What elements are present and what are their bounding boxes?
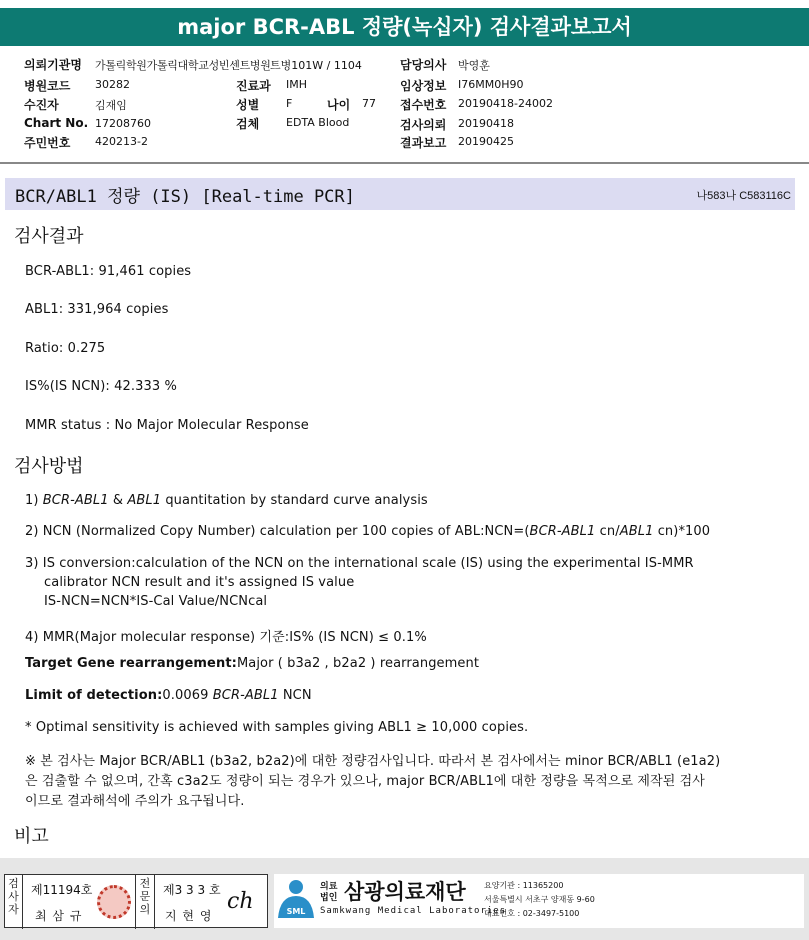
- target-gene-label: Target Gene rearrangement:: [25, 656, 237, 671]
- sensitivity-note: * Optimal sensitivity is achieved with samples giving ABL1 ≥ 10,000 copies.: [25, 720, 529, 735]
- method-2: [25, 524, 710, 539]
- lod-unit: NCN: [282, 688, 312, 703]
- doctor-value: 박영훈: [458, 59, 490, 72]
- org-type: 의료 법인: [320, 882, 338, 903]
- org-phone: 대표번호 : 02-3497-5100: [484, 909, 580, 918]
- hospital-code-value: 30282: [95, 78, 130, 91]
- org-name-english: Samkwang Medical Laboratories: [320, 906, 507, 916]
- method-2-gene1: BCR-ABL1: [529, 524, 596, 539]
- org-name: 삼광의료재단: [344, 880, 466, 904]
- specialist-col-label: [135, 875, 155, 929]
- hospital-code-label: 병원코드: [24, 79, 71, 93]
- chart-value: 17208760: [95, 117, 151, 130]
- test-name-bar: [5, 178, 795, 210]
- age-value: 77: [362, 97, 376, 110]
- specialist-signature: ch: [227, 889, 254, 914]
- method-2-mid: cn/: [599, 524, 620, 539]
- caution-note-line1: ※ 본 검사는 Major BCR/ABL1 (b3a2, b2a2)에 대한 정량검사입니다. 따라서 본 검사에서는 minor BCR/ABL1 (e1a2): [25, 754, 721, 769]
- caution-note-line2: 은 검출할 수 없으며, 간혹 c3a2도 정량이 되는 경우가 있으나, major BCR/ABL1에 대한 정량을 목적으로 제작된 검사: [25, 774, 705, 789]
- rrn-value: 420213-2: [95, 135, 148, 148]
- result-mmr-status: MMR status : No Major Molecular Response: [25, 418, 309, 433]
- examiner-seal: [97, 885, 131, 919]
- method-3-line1: 3) IS conversion:calculation of the NCN on the international scale (IS) using the experimental IS-MMR: [25, 556, 694, 571]
- method-1-num: 1): [25, 493, 39, 508]
- sml-logo-icon: [274, 878, 316, 922]
- age-label: 나이: [327, 98, 351, 112]
- report-title: major BCR-ABL 정량(녹십자) 검사결과보고서: [0, 8, 809, 46]
- institution-value: 가톨릭학원가톨릭대학교성빈센트병원: [95, 59, 271, 72]
- lod-value: 0.0069: [162, 688, 209, 703]
- method-1-gene1: BCR-ABL1: [42, 493, 109, 508]
- rrn-label: 주민번호: [24, 136, 71, 150]
- method-3-line2: calibrator NCN result and it's assigned IS value: [44, 575, 355, 590]
- patient-label: 수진자: [24, 98, 59, 112]
- remarks-heading: 비고: [14, 826, 49, 847]
- clinical-label: 임상정보: [400, 79, 447, 93]
- chart-label: Chart No.: [24, 116, 89, 130]
- method-4: 4) MMR(Major molecular response) 기준:IS% (IS NCN) ≤ 0.1%: [25, 630, 427, 645]
- result-bcr-abl1: BCR-ABL1: 91,461 copies: [25, 264, 192, 279]
- receipt-label: 접수번호: [400, 98, 447, 112]
- method-heading: 검사방법: [14, 456, 84, 477]
- lod-label: Limit of detection:: [25, 688, 163, 703]
- dept-label: 진료과: [236, 79, 271, 93]
- target-gene: [25, 656, 479, 671]
- method-1: [25, 493, 428, 508]
- svg-text:SML: SML: [286, 907, 306, 916]
- report-date-value: 20190425: [458, 135, 514, 148]
- dept-value: IMH: [286, 78, 308, 91]
- signature-box: [4, 874, 268, 928]
- specimen-label: 검체: [236, 117, 260, 131]
- specialist-name: 지 현 영: [165, 909, 213, 923]
- method-2-post: cn)*100: [657, 524, 711, 539]
- org-registration: 요양기관 : 11365200: [484, 881, 564, 890]
- caution-note-line3: 이므로 결과해석에 주의가 요구됩니다.: [25, 794, 245, 809]
- examiner-name: 최 삼 규: [35, 909, 83, 923]
- examiner-col-label: [5, 875, 23, 929]
- examiner-label: 검사자: [8, 877, 19, 916]
- ward-value: 트병101W / 1104: [270, 59, 362, 72]
- clinical-value: I76MM0H90: [458, 78, 524, 91]
- method-1-amp: &: [112, 493, 124, 508]
- specimen-value: EDTA Blood: [286, 116, 350, 129]
- result-abl1: ABL1: 331,964 copies: [25, 302, 169, 317]
- method-1-rest: quantitation by standard curve analysis: [165, 493, 428, 508]
- test-code: 나583나 C583116C: [696, 190, 791, 202]
- method-3-line3: IS-NCN=NCN*IS-Cal Value/NCNcal: [44, 594, 268, 609]
- result-is-percent: IS%(IS NCN): 42.333 %: [25, 379, 177, 394]
- specialist-license: 제3 3 3 호: [163, 883, 221, 897]
- report-date-label: 결과보고: [400, 136, 447, 150]
- receipt-value: 20190418-24002: [458, 97, 553, 110]
- request-value: 20190418: [458, 117, 514, 130]
- lod-gene: BCR-ABL1: [212, 688, 279, 703]
- limit-of-detection: [25, 688, 312, 703]
- org-address: 서울특별시 서초구 양재동 9-60: [484, 895, 595, 904]
- target-gene-value: Major ( b3a2 , b2a2 ) rearrangement: [236, 656, 480, 671]
- test-name: BCR/ABL1 정량 (IS) [Real-time PCR]: [15, 187, 355, 207]
- method-1-gene2: ABL1: [127, 493, 162, 508]
- report-footer: [0, 858, 809, 940]
- patient-value: 김재임: [95, 99, 127, 112]
- institution-label: 의뢰기관명: [24, 58, 82, 72]
- request-label: 검사의뢰: [400, 118, 447, 132]
- method-2-gene2: ABL1: [619, 524, 654, 539]
- result-ratio: Ratio: 0.275: [25, 341, 106, 356]
- doctor-label: 담당의사: [400, 58, 447, 72]
- org-logo: [274, 874, 804, 928]
- patient-info-panel: [0, 50, 809, 164]
- sex-label: 성별: [236, 98, 260, 112]
- examiner-license: 제11194호: [31, 883, 93, 897]
- results-heading: 검사결과: [14, 226, 84, 247]
- sex-value: F: [286, 97, 293, 110]
- method-2-pre: 2) NCN (Normalized Copy Number) calculation per 100 copies of ABL:NCN=(: [25, 524, 530, 539]
- specialist-label: 전문의: [139, 877, 151, 916]
